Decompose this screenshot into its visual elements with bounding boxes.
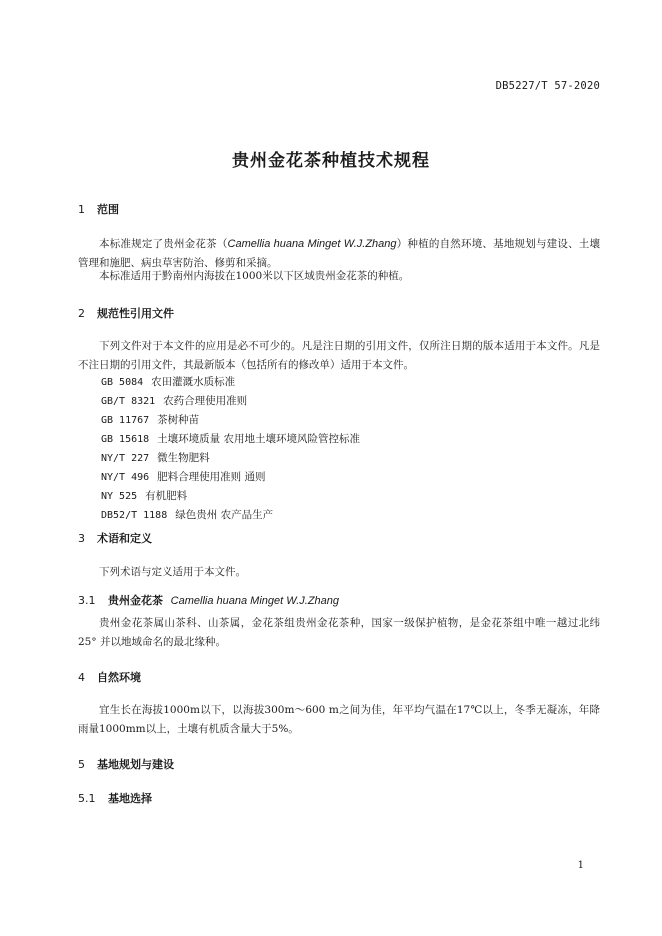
section-4-paragraph-1: 宜生长在海拔1000m以下，以海拔300m～600 m之间为佳，年平均气温在17℃以上，冬季无凝冻，年降雨量1000mm以上，土壤有机质含量大于5%。 bbox=[78, 704, 600, 735]
section-3-paragraph-1: 下列术语与定义适用于本文件。 bbox=[99, 566, 246, 578]
section-3-heading bbox=[78, 530, 152, 546]
section-number: 3 bbox=[78, 532, 85, 545]
section-2-paragraph-1: 下列文件对于本文件的应用是必不可少的。凡是注日期的引用文件，仅所注日期的版本适用于本文件。凡是不注日期的引用文件，其最新版本（包括所有的修改单）适用于本文件。 bbox=[78, 340, 600, 371]
page-number: 1 bbox=[577, 860, 584, 871]
text-run: ）种植的自然环境、基地规划与建设、土壤管理和施肥、病虫草害防治、修剪和采摘。 bbox=[78, 238, 601, 269]
normative-reference bbox=[101, 468, 266, 487]
section-title: 范围 bbox=[97, 203, 119, 216]
subsection-number: 5.1 bbox=[78, 792, 96, 805]
section-2-heading bbox=[78, 305, 174, 321]
section-title: 自然环境 bbox=[97, 671, 141, 684]
section-3-1-paragraph: 贵州金花茶属山茶科、山茶属，金花茶组贵州金花茶种，国家一级保护植物，是金花茶组中唯一越过北纬25° 并以地域命名的最北缘种。 bbox=[78, 617, 600, 648]
section-number: 2 bbox=[78, 307, 85, 320]
reference-code: GB 5084 bbox=[101, 377, 144, 388]
reference-code: GB 15618 bbox=[101, 434, 150, 445]
reference-title: 微生物肥料 bbox=[157, 452, 210, 464]
subsection-number: 3.1 bbox=[78, 594, 96, 607]
reference-title: 茶树种苗 bbox=[157, 414, 200, 426]
reference-title: 农田灌溉水质标准 bbox=[151, 376, 236, 388]
section-1-paragraph-2: 本标准适用于黔南州内海拔在1000米以下区域贵州金花茶的种植。 bbox=[99, 270, 410, 282]
reference-title: 有机肥料 bbox=[145, 490, 188, 502]
section-5-heading bbox=[78, 756, 174, 772]
section-5-1-heading bbox=[78, 790, 152, 806]
section-title: 基地规划与建设 bbox=[97, 758, 174, 771]
normative-reference bbox=[101, 487, 187, 506]
section-1-heading bbox=[78, 201, 119, 217]
page-title: 贵州金花茶种植技术规程 bbox=[232, 151, 430, 171]
normative-reference bbox=[101, 430, 360, 449]
normative-reference bbox=[101, 449, 210, 468]
reference-code: GB 11767 bbox=[101, 415, 150, 426]
document-number: DB5227/T 57-2020 bbox=[495, 80, 600, 92]
subsection-title: 基地选择 bbox=[108, 792, 152, 805]
reference-code: GB/T 8321 bbox=[101, 396, 156, 407]
section-number: 1 bbox=[78, 203, 85, 216]
reference-code: NY 525 bbox=[101, 491, 138, 502]
normative-reference bbox=[101, 392, 247, 411]
normative-reference bbox=[101, 411, 199, 430]
reference-title: 农药合理使用准则 bbox=[163, 395, 248, 407]
reference-code: NY/T 496 bbox=[101, 472, 150, 483]
reference-code: DB52/T 1188 bbox=[101, 510, 168, 521]
section-title: 规范性引用文件 bbox=[97, 307, 174, 320]
term-latin-name: Camellia huana Minget W.J.Zhang bbox=[170, 595, 340, 607]
reference-title: 肥料合理使用准则 通则 bbox=[157, 471, 266, 483]
term: 贵州金花茶 bbox=[108, 594, 163, 607]
normative-reference bbox=[101, 373, 235, 392]
latin-name: Camellia huana Minget W.J.Zhang bbox=[227, 238, 397, 250]
section-title: 术语和定义 bbox=[97, 532, 152, 545]
section-number: 5 bbox=[78, 758, 85, 771]
section-number: 4 bbox=[78, 671, 85, 684]
section-4-heading bbox=[78, 669, 141, 685]
reference-code: NY/T 227 bbox=[101, 453, 150, 464]
reference-title: 绿色贵州 农产品生产 bbox=[175, 509, 274, 521]
reference-title: 土壤环境质量 农用地土壤环境风险管控标准 bbox=[157, 433, 361, 445]
normative-reference bbox=[101, 506, 273, 525]
section-3-1-heading bbox=[78, 592, 339, 608]
text-run: 本标准规定了贵州金花茶（ bbox=[99, 238, 228, 250]
